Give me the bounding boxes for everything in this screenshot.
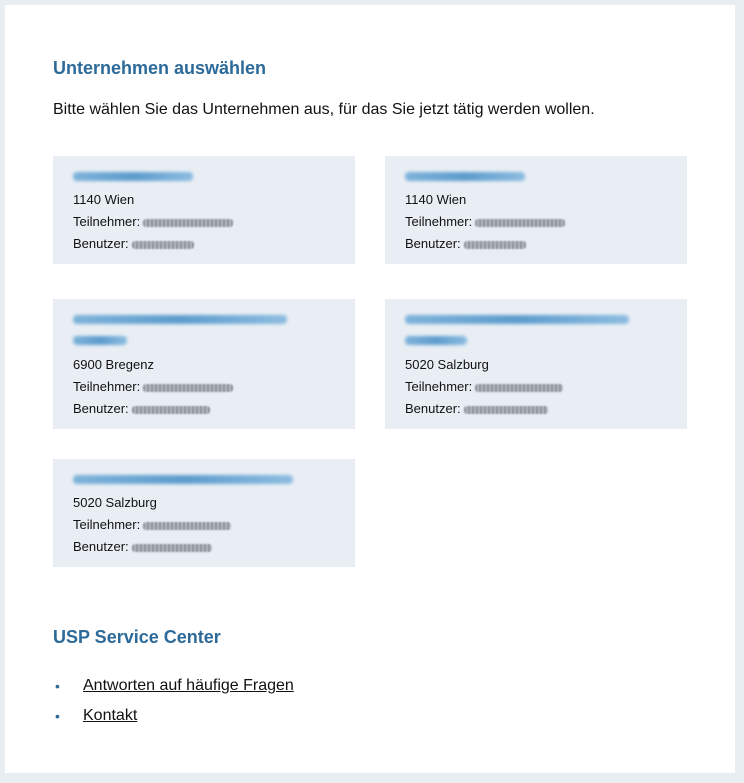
participant-row bbox=[405, 376, 667, 398]
company-name-redacted bbox=[405, 168, 667, 184]
participant-label: Teilnehmer: bbox=[405, 214, 473, 229]
user-redacted bbox=[132, 406, 210, 414]
contact-link[interactable]: Kontakt bbox=[83, 707, 138, 724]
service-links bbox=[53, 671, 294, 731]
company-city: 6900 Bregenz bbox=[73, 357, 154, 372]
company-name-redacted bbox=[73, 311, 335, 349]
intro-text: Bitte wählen Sie das Unternehmen aus, für das Sie jetzt tätig werden wollen. bbox=[53, 101, 595, 118]
bullet-icon: • bbox=[55, 678, 60, 694]
participant-row bbox=[405, 211, 667, 233]
user-label: Benutzer: bbox=[73, 539, 129, 554]
participant-label: Teilnehmer: bbox=[73, 517, 141, 532]
user-redacted bbox=[464, 406, 548, 414]
user-label: Benutzer: bbox=[73, 236, 129, 251]
participant-redacted bbox=[143, 522, 231, 530]
service-center-title: USP Service Center bbox=[53, 627, 221, 647]
company-city: 5020 Salzburg bbox=[405, 357, 489, 372]
list-item bbox=[53, 701, 294, 731]
participant-row bbox=[73, 376, 335, 398]
main-panel bbox=[5, 5, 735, 773]
participant-label: Teilnehmer: bbox=[73, 379, 141, 394]
user-row bbox=[405, 398, 667, 420]
user-row bbox=[73, 536, 335, 558]
company-card[interactable] bbox=[385, 156, 687, 264]
company-city: 1140 Wien bbox=[73, 192, 135, 207]
company-name-redacted bbox=[73, 471, 335, 487]
participant-label: Teilnehmer: bbox=[405, 379, 473, 394]
company-card[interactable] bbox=[53, 299, 355, 429]
user-row bbox=[405, 233, 667, 255]
user-row bbox=[73, 398, 335, 420]
company-city: 5020 Salzburg bbox=[73, 495, 157, 510]
user-label: Benutzer: bbox=[405, 236, 461, 251]
participant-redacted bbox=[143, 384, 233, 392]
participant-label: Teilnehmer: bbox=[73, 214, 141, 229]
participant-row bbox=[73, 211, 335, 233]
user-redacted bbox=[132, 241, 194, 249]
participant-redacted bbox=[475, 384, 563, 392]
user-redacted bbox=[464, 241, 526, 249]
participant-row bbox=[73, 514, 335, 536]
company-card[interactable] bbox=[385, 299, 687, 429]
company-name-redacted bbox=[405, 311, 667, 349]
company-city: 1140 Wien bbox=[405, 192, 467, 207]
list-item bbox=[53, 671, 294, 701]
user-label: Benutzer: bbox=[73, 401, 129, 416]
page-title: Unternehmen auswählen bbox=[53, 58, 267, 78]
user-redacted bbox=[132, 544, 212, 552]
participant-redacted bbox=[475, 219, 565, 227]
company-card[interactable] bbox=[53, 156, 355, 264]
user-row bbox=[73, 233, 335, 255]
faq-link[interactable]: Antworten auf häufige Fragen bbox=[83, 677, 294, 694]
user-label: Benutzer: bbox=[405, 401, 461, 416]
company-name-redacted bbox=[73, 168, 335, 184]
company-card[interactable] bbox=[53, 459, 355, 567]
participant-redacted bbox=[143, 219, 233, 227]
bullet-icon: • bbox=[55, 708, 60, 724]
